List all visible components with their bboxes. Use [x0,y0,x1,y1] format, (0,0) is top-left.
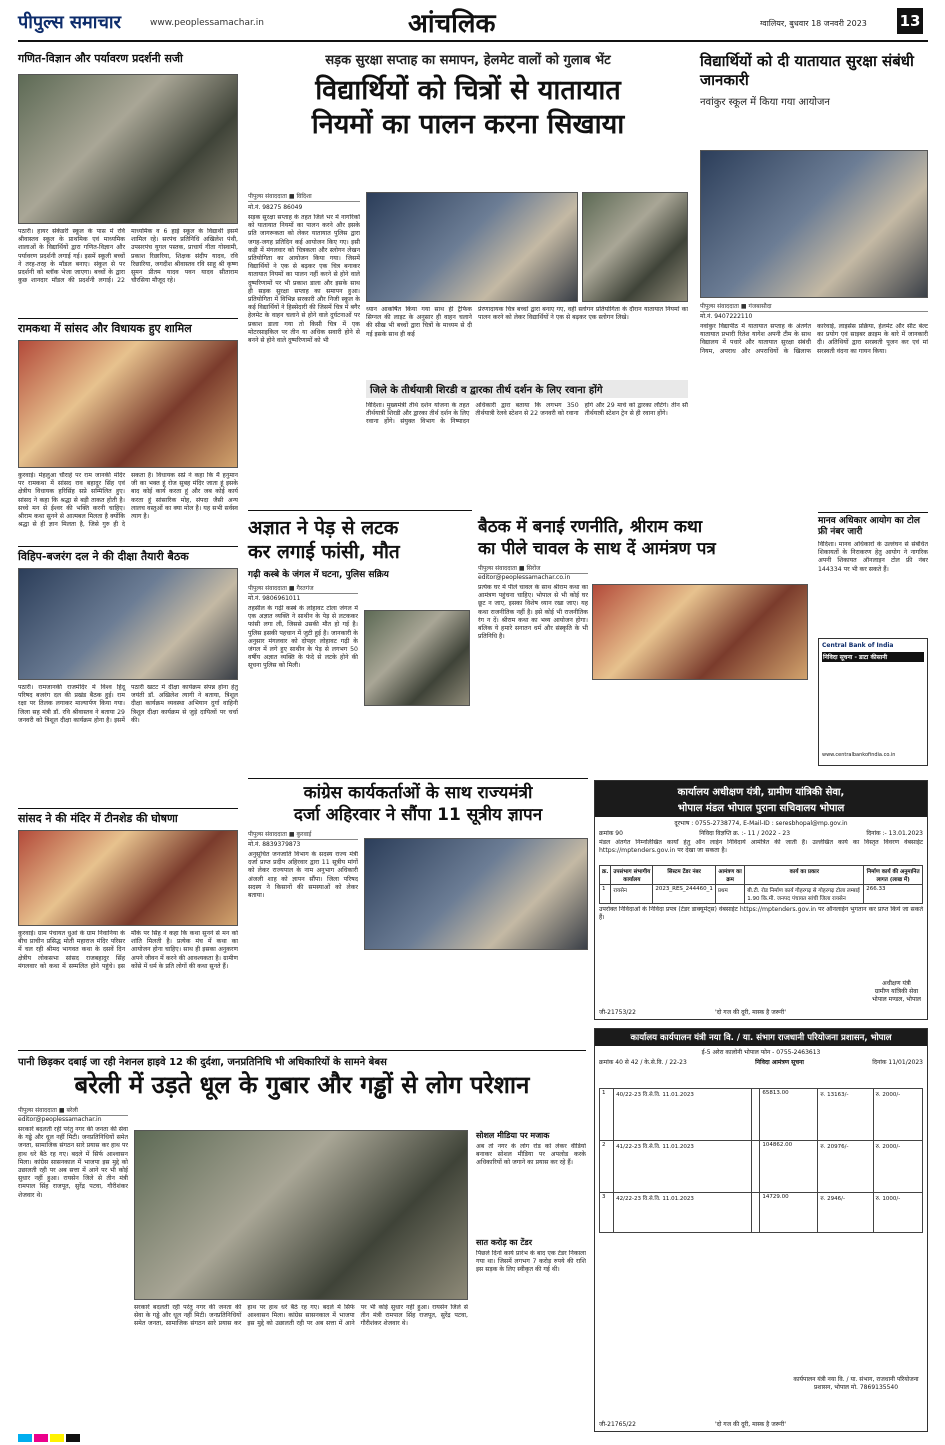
baithak-email[interactable]: editor@peoplessamachar.co.in [478,574,571,581]
agyat-sub: गढ़ी कस्बे के जंगल में घटना, पुलिस सक्रिय [248,570,389,580]
tender-1-sign-3: भोपाल मण्डल, भोपाल [871,996,921,1003]
tender-notice-1 [594,780,928,1020]
bareli-body-cont: सरकारें बदलती रहीं परंतु नगर की जनता की सेवा के गड्ढे और धूल नहीं मिटी। जनप्रतिनिधियों समेत जनता, सामाजिक संगठन सारे प्रयास कर हाथ पर हाथ धरे बैठे रह गए। बदले में सिर्फ आश्वासन मिला। कांग्रेस सासनकाल में भाजपा इस मुद्दे को उछालती रही पर अब सत्ता में आने पर भी कोई सुधार नहीं हुआ। रायसेन जिले से तीन मंत्री रामपाल सिंह राजपूत, सुरेंद्र पटवा, गौरीशंकर शेजवार थे। [134,1304,468,1328]
bareli-email[interactable]: editor@peoplessamachar.in [18,1116,102,1123]
table-row: 3 42/22-23 वि.से.वि. 11.01.2023 14729.00 रु. 2946/- रु. 1000/- [600,1193,923,1233]
bareli-body: सरकारें बदलती रहीं परंतु नगर की जनता की सेवा के गड्ढे और धूल नहीं मिटी। जनप्रतिनिधियों समेत जनता, सामाजिक संगठन सारे प्रयास कर हाथ पर हाथ धरे बैठे रह गए। बदले में सिर्फ आश्वासन मिला। कांग्रेस सासनकाल में भाजपा इस मुद्दे को उछालती रही पर अब सत्ता में आने पर भी कोई सुधार नहीं हुआ। रायसेन जिले से तीन मंत्री रामपाल सिंह राजपूत, सुरेंद्र पटवा, गौरीशंकर शेजवार थे। [18,1126,128,1199]
tender-2-title: कार्यालय कार्यपालन यंत्री नया वि. / या. संभाग राजधानी परियोजना प्रशासन, भोपाल [595,1029,927,1046]
bank-name: Central Bank of India [822,642,894,649]
divider [248,778,588,779]
left-story-4-body: कुरवाई। ग्राम पंचायत धुआं के ग्राम निवानिया के बीच प्राचीन प्रसिद्ध मोती महाराज मंदिर परिसर में चल रही श्रीमद भागवत कथा के दसवें दिन क्षेत्रीय लोकसभा सांसद राजबहादुर सिंह मंगलवार को कथा में सम्मलित होने पहुंचे। इस मौके पर सिंह ने कहा कि कथा सुनने से मन को शांति मिलती है। प्रत्येक मंच में कथा का आयोजन होना चाहिए। साथ ही इसका अनुकरण अपने जीवन में करने की आवश्यकता है। ग्रामीण कोंसे में धर्म के प्रति लोगों की कथा सुनते हैं। [18,930,238,970]
baithak-body: प्रत्येक घर में पीले चावल के साथ श्रीराम कथा का आमंत्रण पहुंचना चाहिए। भोपाल से भी कोई घर छूट न जाए, इसका विशेष ध्यान रखा जाए। यह कथा राजनीतिक नहीं है। इसे कोई भी राजनीतिक रंग न दें। श्रीराम कथा का भव्य आयोजन होगा। बलिक ये हमारे सनातन धर्म और संस्कृति के भी प्रतिनिधि है। [478,584,588,641]
lead-body: सड़क सुरक्षा सप्ताह के तहत जिले भर में नागरिकों को यातायात नियमों का पालन करने और इसके प्रति जागरूकता को लेकर यातायात पुलिस द्वारा जगह-जगह प्रतिदिन कई आयोजन किए गए। इसी कड़ी में मंगलवार को चित्रकला और स्लोगन लेखन प्रतियोगिता का आयोजन किया गया। जिसमें विद्यार्थियों ने एक से बढ़कर एक चित्र बनाकर यातायात नियमों का पालन नहीं करने से होने वाले दुष्परिणामों पर भी प्रकाश डाला और इसके साथ ही सड़क सुरक्षा सप्ताह का समापन हुआ। प्रतियोगिता में विभिन्न सरकारी और निजी स्कूल के कई विद्यार्थियों ने हिस्सेदारी की जिसमें चित्र में बगैर हेलमेट के वाहन चलाने से होने वाले दुर्घटनाओं पर प्रकाश डाला गया तो किसी चित्र में एक मोटरसाइकिल पर तीन या अधिक सवारी होने से बनने से होने वाले दुष्परिणामों को भी [248,214,360,345]
tender-1-number: क्रमांक 90 [599,830,623,837]
exhibition-photo [18,74,238,224]
baithak-byline: पीपुल्स संवाददाता ■ सिरोंज [478,564,588,574]
bareli-byline: पीपुल्स संवाददाता ■ बरेली [18,1106,128,1116]
lead-caption-2: प्रेरणादायक चित्र बच्चों द्वारा बनाए गए, वहीं स्लोगन प्रतियोगिता के दौरान यातायात नियमों का पालन करने को लेकर विद्यार्थियों ने एक से बढ़कर एक स्लोगन लिखे। [478,306,688,322]
right-story-1 [700,52,928,355]
registration-strip [18,1434,928,1440]
lead-story [248,50,688,142]
tirth-title: जिले के तीर्थयात्री शिरडी व द्वारका तीर्थ दर्शन के लिए रवाना होंगे [366,380,688,398]
table-row: 1 40/22-23 वि.से.वि. 11.01.2023 65813.00 रु. 13163/- रु. 2000/- [600,1089,923,1141]
tender-1-sign-1: अधीक्षण यंत्री [882,980,911,987]
divider [18,318,238,319]
agyat-body: तहसील के गढ़ी कस्बे के लोहावट टोला जंगल में एक अज्ञात व्यक्ति ने साथीन के पेड़ से लटककर फांसी लगा ली, जिससे उसकी मौत हो गई है। पुलिस इसकी पहचान में जुटी हुई है। जानकारी के अनुसार मंगलवार को दोपहर लोहावट गढ़ी के जंगल में लगे हुए साथीन के पेड़ से लगभग 50 वर्षीय अज्ञात व्यक्ति के फंदे से लटके होने की सूचना पुलिस को मिली। [248,605,358,670]
paper-url[interactable]: www.peoplessamachar.in [150,18,264,28]
baithak-title-1: बैठक में बनाई रणनीति, श्रीराम कथा [478,517,703,537]
table-row: 1 रायसेन 2023_RES_244460_1 प्रथम बी.टी. रोड निर्माण कार्य गौहरगढ़ से गोहरगढ़ टोला लम्बाई 1.90 कि.मी. जनपद पंचायत सांची जिला रायसेन 266.33 [600,885,923,904]
bank-url[interactable]: www.centralbankofindia.co.in [822,752,896,758]
manav-story [818,516,928,627]
congress-body: अनुसूचित जनजाति विभाग के सदस्य राज्य मंत्री दर्जा प्राप्त प्रदीप अहिरवार द्वारा 11 सूत्रीय मांगों को लेकर राज्यपाल के नाम अनुभाग अधिकारी अंजली शाह को ज्ञापन सौंपा। जिला परिषद सदस्य ने किसानों की समस्याओं को लेकर बताया। [248,851,358,900]
lead-headline-1: विद्यार्थियों को चित्रों से यातायात [315,75,621,106]
page-number: 13 [897,8,923,34]
lead-caption: ध्यान आकर्षित किया गया साथ ही ट्रैफिक सिग्नल की लाइट के अनुसार ही वाहन चलाने की सीख भी बच्चों द्वारा चित्रों के माध्यम से दी गई इसके साथ ही कई [366,306,472,338]
tender-2-notice: निविदा आमंत्रण सूचना [755,1059,804,1066]
tender-2-date: दिनांक 11/01/2023 [872,1059,923,1066]
lead-kicker: सड़क सुरक्षा सप्ताह का समापन, हेलमेट वालों को गुलाब भेंट [325,53,611,68]
ramkatha-photo [18,340,238,468]
baithak-photo [592,584,808,680]
bank-title: निविदा सूचना - डाटा कीसानी [822,652,924,662]
dusty-road-photo [134,1130,468,1300]
bank-ad [818,638,928,766]
manav-body: विदिशा। मानव अधिकारों के उल्लंघन से संबंधित शिकायतों के निराकरण हेतु आयोग ने नागरिक अपनी शिकायत ऑनलाइन टोल फ्री नंबर 144334 पर भी कर सकते हैं। [818,541,928,573]
tender-1-contact: दूरभाष : 0755-2738774, E-Mail-ID : seresbhopal@mp.gov.in [674,820,848,827]
tirth-story [366,380,688,472]
tender-2-sign: कार्यपालन यंत्री नया वि. / या. संभाग, राजधानी परियोजना प्रशासन, भोपाल मो. 7869135540 [793,1376,919,1391]
left-story-1-title: गणित-विज्ञान और पर्यावरण प्रदर्शनी सजी [18,52,183,65]
tender-1-ref: जी-21753/22 [599,1009,636,1016]
tirth-body: विदिशा। मुख्यमंत्री तीर्थ दर्शन योजना के तहत तीर्थयात्री शिरडी और द्वारका तीर्थ दर्शन के लिए रवाना होंगे। संयुक्त विभाग के निष्पादन अधिकारी द्वारा बताया कि लगभग 350 तीर्थयात्री रेलवे स्टेशन से 22 जनवरी को रवाना होंगे और 29 मार्च को द्वारका लौटेंगे। तीन सौ तीर्थयात्री स्टेशन ट्रेन से ही रवाना होंगे। [366,402,688,426]
divider [248,510,472,511]
congress-title-2: दर्जा अहिरवार ने सौंपा 11 सूत्रीय ज्ञापन [293,805,543,825]
tender-2-slogan: 'दो गज की दूरी, मास्क है जरूरी' [715,1421,786,1428]
left-story-3-body: पठारी। रामजानकी राजमंदिर में विश्व हिंदू परिषद बजरंग दल की प्रखंड बैठक हुई। राम रक्षा पर तिलक लगाकर माल्यार्पण किया गया। जिला सह मंत्री डॉ. रवि श्रीवास्तव ने बताया 29 जनवरी को त्रिशूल दीक्षा कार्यक्रम होना है। इसमें पठारी खटट में दीक्षा कार्यक्रम संपन्न होना हेतु जयंती डॉ. अखिलेश त्यागी ने बताया, त्रिशूल दीक्षा कार्यक्रम व्यवस्था अभियान दुर्गा वाहिनी त्रिशूल दीक्षा कार्यक्रम से जुड़े दायित्वों पर चर्चा की। [18,684,238,724]
masthead-rule [18,40,928,42]
congress-mobile: मो.नं. 8839379873 [248,841,301,848]
bareli-side-body: अब तो नगर के लोग रोड को लेकर वीडियो बनाकर सोशल मीडिया पर अपलोड करके अधिकारियों को जगाने का प्रयास कर रहे हैं। [476,1143,586,1167]
congress-byline: पीपुल्स संवाददाता ■ कुरवाई [248,830,358,840]
manav-title: मानव अधिकार आयोग का टोल फ्री नंबर जारी [818,516,920,537]
tender-1-sign-2: ग्रामीण यांत्रिकी सेवा [874,988,919,995]
lead-headline-2: नियमों का पालन करना सिखाया [311,109,625,140]
right-story-1-title: विद्यार्थियों को दी यातायात सुरक्षा संबंधी जानकारी [700,52,914,89]
bareli-side-head-2: सात करोड़ का टेंडर [476,1238,532,1247]
tender-2-contact: ई-5 अरेरा कालोनी भोपाल फोन - 0755-2463613 [701,1049,821,1056]
lead-mobile: मो.नं. 98275 86049 [248,204,303,211]
section-title: आंचलिक [408,9,496,39]
left-story-3 [18,550,238,724]
right-story-1-sub: नवांकुर स्कूल में किया गया आयोजन [700,97,830,108]
right-story-1-body: नवांकुर विद्यापीठ में यातायात सप्ताह के अंतर्गत यातायात प्रभारी रितेश यागेश अपनी टीम के साथ विद्यालय में पधारे और यातायात सुरक्षा संबंधी नियम, अपराध और अपराधियों के खिलाफ कार्रवाई, लाइसेंस प्रक्रिया, हेलमेट और सीट बेल्ट का प्रयोग एवं साइबर क्राइम के बारे में जानकारी दी। अतिथियों द्वारा सरस्वती पूजन कर एवं मां सरस्वती वंदना का गायन किया। [700,323,928,355]
left-story-2-title: रामकथा में सांसद और विधायक हुए शामिल [18,322,192,335]
tender-1-title-2: भोपाल मंडल भोपाल पुराना सचिवालय भोपाल [595,799,927,817]
tender-1-intro: मंडल अंतर्गत निम्नलिखित कार्यों हेतु ऑन लाईन निविदायें आमंत्रित की जाती है। उल्लेखित कार्य का विस्तृत विवरण वेबसाईट https://mptenders.gov.in पर देखा जा सकता है। [599,839,923,855]
agyat-byline: पीपुल्स संवाददाता ■ गैरतगंज [248,584,358,594]
agyat-mobile: मो.नं. 9806961011 [248,595,301,602]
right-story-1-byline: पीपुल्स संवाददाता ■ गंजबासौदा [700,302,928,312]
dateline: ग्वालियर, बुधवार 18 जनवरी 2023 [760,19,867,28]
agyat-title-1: अज्ञात ने पेड़ से लटक [248,517,399,539]
left-story-1 [18,52,238,285]
accident-photo [364,610,470,706]
congress-title-1: कांग्रेस कार्यकर्ताओं के साथ राज्यमंत्री [303,783,533,803]
divider [18,546,238,547]
divider [18,1050,586,1051]
left-story-3-title: विहिप-बजरंग दल ने की दीक्षा तैयारी बैठक [18,550,189,563]
masthead [0,0,945,42]
students-photo [700,150,928,298]
tender-1-table: क्र. उपसंभाग संभागीय कार्यालय सिस्टम टेंडर नंबर आमंत्रण का क्रम कार्य का प्रकार निर्माण कार्य की अनुमानित लागत (लाख में) 1 रायसेन 2023_RES_244460_1 प्रथम बी.टी. रोड निर्माण कार्य गौहरगढ़ से गोहरगढ़ टोला लम्बाई 1.90 कि.मी. जनपद पंचायत सांची जिला रायसेन 266.33 [599,865,923,904]
tender-1-date: दिनांक :- 13.01.2023 [866,830,923,837]
agyat-title-2: कर लगाई फांसी, मौत [248,541,400,563]
lead-byline: पीपुल्स संवाददाता ■ विदिशा [248,192,360,202]
table-row: 2 41/22-23 वि.से.वि. 11.01.2023 104862.00 रु. 20976/- रु. 2000/- [600,1141,923,1193]
baithak-title-2: का पीले चावल के साथ दें आमंत्रण पत्र [478,539,716,559]
left-story-4 [18,812,238,970]
lead-photo-2 [582,192,688,302]
congress-photo [364,838,588,950]
tender-notice-2 [594,1028,928,1432]
bareli-side-body-2: पिछले दिनों कार्य प्रारंभ के बाद एक टेंडर निकाला गया था। जिसमें लगभग 7 करोड़ रुपये की राशि इस सड़क के लिए स्वीकृत की गई थी। [476,1250,586,1274]
divider [18,808,238,809]
lead-byline-block [248,192,360,478]
lead-photo-1 [366,192,578,302]
bareli-headline: बरेली में उड़ते धूल के गुबार और गड्ढों से लोग परेशान [74,1071,530,1099]
left-story-2 [18,322,238,529]
tender-1-footer: उपरोक्त निविदाओं के निविदा प्रपत्र (टेंडर डाक्यूमेंट्स) वेबसाईट https://mptenders.gov.in पर ऑनलाईन भुगतान कर प्राप्त किये जा सकते हैं। [599,906,923,922]
temple-photo [18,830,238,926]
left-story-2-body: कुरवाई। मेहलुआ चौराहे पर राम जानकी मंदिर पर रामकथा में सांसद राव बहादुर सिंह एवं क्षेत्रीय विधायक हरिसिंह सप्रे सम्मिलित हुए। सांसद ने कहा कि श्रद्धा से बड़ी ताकत होती है। सच्चे मन से ईश्वर की भक्ति करनी चाहिए। श्रीराम कथा सुनने से आत्मबल मिलता है क्योंकि श्रद्धा से ही ज्ञान मिलता है, जिसे गुरु ही दे सकता है। विधायक सप्रे ने कहा कि मैं हनुमान जी का भक्त हूं रोज सुबह मंदिर जाता हूं इसके बाद कोई कार्य करता हूं और जब कोई कार्य करता हूं सांसारिक मोह, संपदा जैसी अन्य लालच वस्तुओं का क्या मोल है। यह सभी सर्वस्व त्याग है। [18,472,238,529]
bareli-side-head: सोशल मीडिया पर मजाक [476,1131,550,1140]
bareli-kicker: पानी छिड़कर दबाई जा रही नेशनल हाइवे 12 की दुर्दशा, जनप्रतिनिधि भी अधिकारियों के सामने बेबस [18,1057,387,1068]
left-story-4-title: सांसद ने की मंदिर में टीनशेड की घोषणा [18,812,178,825]
divider [818,512,928,513]
vhp-meeting-photo [18,568,238,680]
tender-1-notice: निविदा विज्ञप्ति क्र. :- 11 / 2022 - 23 [699,830,791,837]
tender-2-table [599,1088,923,1233]
left-story-1-body: पठारी। हायर सेकेंडरी स्कूल के पास में रवि श्रीवास्तव स्कूल के प्राथमिक एवं माध्यमिक शालाओं के विद्यार्थियों द्वारा गणित-विज्ञान और पर्यावरण प्रदर्शनी लगाई गई। इसमें स्कूली बच्चों ने तरह-तरह के मॉडल बनाए। संकुल से पर प्रदर्शनी को ब्लॉक भेजा जाएगा। बच्चों के द्वारा कुछ शानदार मॉडल की प्रदर्शनी लगाई। 22 माध्यमिक व 6 हाई स्कूल के विद्यार्थी इसमें शामिल रहे। सरपंच प्रतिनिधि अखिलेश पंथी, उपसरपंच युगल पस्तक, प्राचार्य गीता गोस्वामी, प्रकाश रिछारिया, शिक्षक संदीप यादव, रवि रिछारिया, जगदीश श्रीवास्तव रवि साहू श्री कृष्ण सुमन प्रीतम यादव पवन यादव सीताराम चौरसिया मौजूद रहे। [18,228,238,285]
bareli-side [476,1130,586,1330]
tender-1-title: कार्यालय अधीक्षण यंत्री, ग्रामीण यांत्रिकी सेवा, [595,781,927,799]
paper-name: पीपुल्स समाचार [18,12,121,33]
tender-2-ref: जी-21765/22 [599,1421,636,1428]
tender-2-number: क्रमांक 40 से 42 / के.से.वि. / 22-23 [599,1059,687,1066]
right-story-1-mobile: मो.नं. 9407222110 [700,313,753,320]
tender-1-slogan: 'दो गज की दूरी, मास्क है जरूरी' [715,1009,786,1016]
